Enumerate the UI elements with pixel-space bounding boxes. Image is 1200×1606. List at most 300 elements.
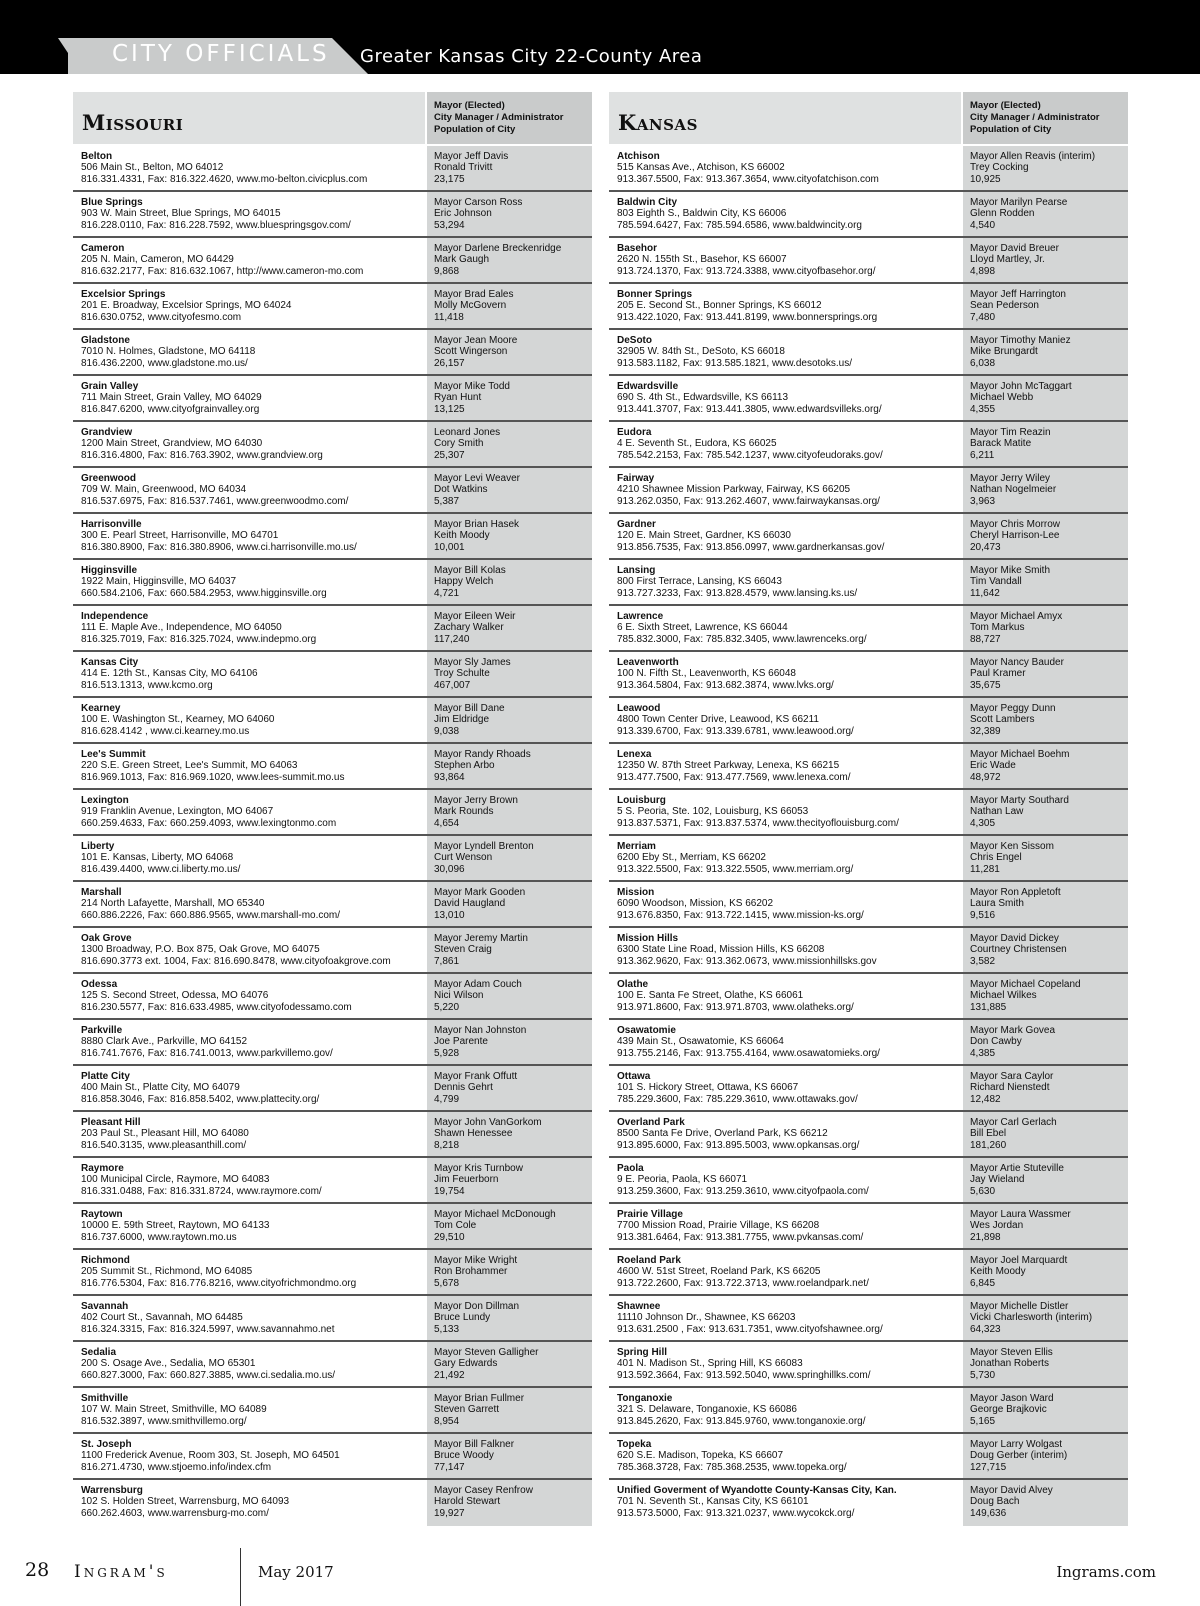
manager-name: Eric Wade (970, 760, 1016, 772)
city-population: 12,482 (970, 1093, 1001, 1105)
manager-name: Jonathan Roberts (970, 1358, 1049, 1370)
manager-name: Nathan Nogelmeier (970, 484, 1057, 496)
city-address: 803 Eighth S., Baldwin City, KS 66006 (617, 208, 787, 220)
city-info (73, 1158, 425, 1202)
mayor-name: Mayor Mike Todd (434, 381, 510, 392)
mayor-name: Mayor Tim Reazin (970, 427, 1051, 438)
city-name: Pleasant Hill (81, 1117, 141, 1128)
city-info (609, 652, 961, 696)
table-row (73, 698, 592, 744)
column-header: Mayor (Elected) City Manager / Administrator Population of City (961, 92, 1128, 144)
city-population: 5,133 (434, 1323, 460, 1335)
mayor-name: Mayor Michael Boehm (970, 749, 1070, 760)
mayor-name: Mayor Michael Copeland (970, 979, 1081, 990)
mayor-name: Mayor Steven Ellis (970, 1347, 1053, 1358)
table-row (609, 744, 1128, 790)
city-contact: 816.325.7019, Fax: 816.325.7024, www.indepmo.org (81, 633, 317, 645)
city-contact: 816.776.5304, Fax: 816.776.8216, www.cityofrichmondmo.org (81, 1277, 357, 1289)
city-name: DeSoto (617, 335, 652, 346)
mayor-name: Mayor Brad Eales (434, 289, 514, 300)
city-population: 9,868 (434, 265, 460, 277)
table-row (73, 1112, 592, 1158)
mayor-name: Mayor Peggy Dunn (970, 703, 1056, 714)
officials-info (961, 974, 1128, 1018)
manager-name: Barack Matite (970, 438, 1032, 450)
city-population: 23,175 (434, 173, 465, 185)
table-row (609, 560, 1128, 606)
table-row (73, 744, 592, 790)
city-address: 12350 W. 87th Street Parkway, Lenexa, KS 66215 (617, 760, 840, 772)
city-name: Oak Grove (81, 933, 132, 944)
city-contact: 785.832.3000, Fax: 785.832.3405, www.lawrenceks.org/ (617, 633, 867, 645)
city-contact: 660.886.2226, Fax: 660.886.9565, www.marshall-mo.com/ (81, 909, 341, 921)
manager-name: Nici Wilson (434, 990, 484, 1002)
city-population: 35,675 (970, 679, 1001, 691)
city-name: Lansing (617, 565, 656, 576)
city-contact: 816.228.0110, Fax: 816.228.7592, www.bluespringsgov.com/ (81, 219, 351, 231)
city-info (609, 698, 961, 742)
manager-name: Bruce Woody (434, 1450, 494, 1462)
city-info (609, 974, 961, 1018)
table-row (609, 790, 1128, 836)
city-name: Raytown (81, 1209, 123, 1220)
city-address: 100 N. Fifth St., Leavenworth, KS 66048 (617, 668, 796, 680)
city-population: 5,730 (970, 1369, 996, 1381)
city-info (609, 192, 961, 236)
city-info (73, 422, 425, 466)
table-row (609, 836, 1128, 882)
table-row (609, 1112, 1128, 1158)
mayor-name: Mayor Michael Amyx (970, 611, 1063, 622)
mayor-name: Mayor Casey Renfrow (434, 1485, 533, 1496)
city-address: 205 Summit St., Richmond, MO 64085 (81, 1266, 253, 1278)
city-contact: 913.381.6464, Fax: 913.381.7755, www.pvkansas.com/ (617, 1231, 864, 1243)
city-contact: 816.532.3897, www.smithvillemo.org/ (81, 1415, 247, 1427)
table-row (73, 836, 592, 882)
city-address: 200 S. Osage Ave., Sedalia, MO 65301 (81, 1358, 256, 1370)
kansas-table (609, 92, 1128, 1526)
city-address: 32905 W. 84th St., DeSoto, KS 66018 (617, 346, 785, 358)
table-header (609, 92, 1128, 146)
manager-name: Bill Ebel (970, 1128, 1007, 1140)
city-address: 709 W. Main, Greenwood, MO 64034 (81, 484, 247, 496)
city-contact: 913.727.3233, Fax: 913.828.4579, www.lansing.ks.us/ (617, 587, 858, 599)
city-population: 19,927 (434, 1507, 465, 1519)
city-address: 205 N. Main, Cameron, MO 64429 (81, 254, 234, 266)
city-name: Eudora (617, 427, 652, 438)
officials-info (961, 836, 1128, 880)
mayor-name: Mayor John VanGorkom (434, 1117, 542, 1128)
city-address: 414 E. 12th St., Kansas City, MO 64106 (81, 668, 258, 680)
city-info (609, 284, 961, 328)
city-name: Smithville (81, 1393, 129, 1404)
city-contact: 816.436.2200, www.gladstone.mo.us/ (81, 357, 248, 369)
city-info (609, 1250, 961, 1294)
mayor-name: Mayor David Alvey (970, 1485, 1053, 1496)
city-name: Odessa (81, 979, 118, 990)
officials-info (961, 790, 1128, 834)
city-contact: 913.364.5804, Fax: 913.682.3874, www.lvks.org/ (617, 679, 834, 691)
city-name: Lenexa (617, 749, 652, 760)
officials-info (425, 744, 592, 788)
city-name: Spring Hill (617, 1347, 667, 1358)
city-contact: 816.537.6975, Fax: 816.537.7461, www.greenwoodmo.com/ (81, 495, 349, 507)
city-name: Tonganoxie (617, 1393, 673, 1404)
city-name: Basehor (617, 243, 658, 254)
mayor-name: Mayor Marty Southard (970, 795, 1069, 806)
city-name: Belton (81, 151, 113, 162)
missouri-rows (73, 146, 592, 1526)
city-population: 30,096 (434, 863, 465, 875)
table-header (73, 92, 592, 146)
officials-info (425, 1066, 592, 1110)
city-name: Kansas City (81, 657, 139, 668)
city-contact: 913.592.3664, Fax: 913.592.5040, www.springhillks.com/ (617, 1369, 871, 1381)
manager-name: Laura Smith (970, 898, 1024, 910)
city-info (609, 560, 961, 604)
city-address: 2620 N. 155th St., Basehor, KS 66007 (617, 254, 787, 266)
manager-name: Joe Parente (434, 1036, 488, 1048)
manager-name: Richard Nienstedt (970, 1082, 1050, 1094)
officials-info (425, 422, 592, 466)
table-row (609, 284, 1128, 330)
officials-info (961, 606, 1128, 650)
mayor-name: Mayor Bill Kolas (434, 565, 506, 576)
mayor-name: Mayor Mark Govea (970, 1025, 1056, 1036)
manager-name: Scott Wingerson (434, 346, 508, 358)
city-address: 1922 Main, Higginsville, MO 64037 (81, 576, 237, 588)
city-population: 29,510 (434, 1231, 465, 1243)
state-title: Kansas (609, 92, 961, 144)
city-population: 6,845 (970, 1277, 996, 1289)
city-name: Overland Park (617, 1117, 685, 1128)
city-contact: 816.858.3046, Fax: 816.858.5402, www.plattecity.org/ (81, 1093, 320, 1105)
city-contact: 816.380.8900, Fax: 816.380.8906, www.ci.harrisonville.mo.us/ (81, 541, 357, 553)
table-row (609, 1204, 1128, 1250)
city-name: Gladstone (81, 335, 130, 346)
city-population: 6,211 (970, 449, 995, 461)
city-info (609, 836, 961, 880)
column-header: Mayor (Elected) City Manager / Administrator Population of City (425, 92, 592, 144)
city-info (73, 1112, 425, 1156)
city-name: Greenwood (81, 473, 137, 484)
table-row (73, 1296, 592, 1342)
city-address: 919 Franklin Avenue, Lexington, MO 64067 (81, 806, 274, 818)
officials-info (961, 1342, 1128, 1386)
manager-name: Curt Wenson (434, 852, 493, 864)
city-address: 800 First Terrace, Lansing, KS 66043 (617, 576, 782, 588)
city-population: 20,473 (970, 541, 1001, 553)
city-info (73, 1020, 425, 1064)
officials-info (425, 330, 592, 374)
city-address: 7010 N. Holmes, Gladstone, MO 64118 (81, 346, 256, 358)
city-population: 5,165 (970, 1415, 996, 1427)
manager-name: Bruce Lundy (434, 1312, 491, 1324)
table-row (73, 606, 592, 652)
city-address: 6200 Eby St., Merriam, KS 66202 (617, 852, 766, 864)
officials-info (961, 1388, 1128, 1432)
manager-name: Michael Wilkes (970, 990, 1037, 1002)
mayor-name: Mayor Carl Gerlach (970, 1117, 1057, 1128)
table-row (609, 698, 1128, 744)
city-info (73, 238, 425, 282)
city-population: 8,954 (434, 1415, 460, 1427)
city-name: Excelsior Springs (81, 289, 166, 300)
city-name: Higginsville (81, 565, 138, 576)
table-row (609, 1158, 1128, 1204)
city-contact: 913.631.2500 , Fax: 913.631.7351, www.cityofshawnee.org/ (617, 1323, 883, 1335)
city-population: 11,642 (970, 587, 1000, 599)
mayor-name: Mayor Jason Ward (970, 1393, 1054, 1404)
table-row (73, 284, 592, 330)
mayor-name: Mayor Larry Wolgast (970, 1439, 1063, 1450)
city-address: 120 E. Main Street, Gardner, KS 66030 (617, 530, 791, 542)
city-info (609, 146, 961, 190)
mayor-name: Mayor Laura Wassmer (970, 1209, 1071, 1220)
city-population: 25,307 (434, 449, 465, 461)
city-name: Shawnee (617, 1301, 661, 1312)
table-row (73, 1020, 592, 1066)
manager-name: Zachary Walker (434, 622, 504, 634)
officials-info (425, 284, 592, 328)
city-address: 4 E. Seventh St., Eudora, KS 66025 (617, 438, 777, 450)
table-row (73, 882, 592, 928)
city-name: Sedalia (81, 1347, 117, 1358)
city-name: Harrisonville (81, 519, 142, 530)
officials-info (425, 928, 592, 972)
officials-info (961, 376, 1128, 420)
city-info (609, 744, 961, 788)
table-row (609, 422, 1128, 468)
city-name: Savannah (81, 1301, 129, 1312)
mayor-name: Mayor Allen Reavis (interim) (970, 151, 1096, 162)
city-address: 515 Kansas Ave., Atchison, KS 66002 (617, 162, 785, 174)
manager-name: Keith Moody (434, 530, 490, 542)
page-subtitle: Greater Kansas City 22-County Area (360, 46, 703, 67)
mayor-name: Mayor Mike Wright (434, 1255, 518, 1266)
city-info (73, 468, 425, 512)
page-number: 28 (25, 1559, 50, 1581)
officials-info (961, 284, 1128, 328)
table-row (609, 330, 1128, 376)
city-address: 400 Main St., Platte City, MO 64079 (81, 1082, 240, 1094)
city-contact: 913.845.2620, Fax: 913.845.9760, www.tonganoxie.org/ (617, 1415, 866, 1427)
officials-info (425, 606, 592, 650)
table-row (609, 652, 1128, 698)
city-contact: 913.441.3707, Fax: 913.441.3805, www.edwardsvilleks.org/ (617, 403, 882, 415)
city-address: 6 E. Sixth Street, Lawrence, KS 66044 (617, 622, 788, 634)
manager-name: Chris Engel (970, 852, 1022, 864)
city-contact: 816.331.0488, Fax: 816.331.8724, www.raymore.com/ (81, 1185, 322, 1197)
city-contact: 785.542.2153, Fax: 785.542.1237, www.cityofeudoraks.gov/ (617, 449, 883, 461)
city-contact: 816.630.0752, www.cityofesmo.com (81, 311, 242, 323)
mayor-name: Mayor Don Dillman (434, 1301, 520, 1312)
city-contact: 913.259.3600, Fax: 913.259.3610, www.cityofpaola.com/ (617, 1185, 869, 1197)
manager-name: Scott Lambers (970, 714, 1035, 726)
manager-name: Michael Webb (970, 392, 1034, 404)
manager-name: Steven Craig (434, 944, 492, 956)
mayor-name: Mayor David Breuer (970, 243, 1059, 254)
city-address: 101 E. Kansas, Liberty, MO 64068 (81, 852, 234, 864)
city-population: 467,007 (434, 679, 471, 691)
officials-info (425, 192, 592, 236)
manager-name: Stephen Arbo (434, 760, 495, 772)
city-population: 88,727 (970, 633, 1001, 645)
city-info (73, 560, 425, 604)
manager-name: Ryan Hunt (434, 392, 482, 404)
city-contact: 816.628.4142 , www.ci.kearney.mo.us (81, 725, 250, 737)
table-row (609, 1342, 1128, 1388)
city-name: Leawood (617, 703, 661, 714)
manager-name: Sean Pederson (970, 300, 1039, 312)
city-info (73, 376, 425, 420)
city-population: 4,385 (970, 1047, 996, 1059)
city-address: 690 S. 4th St., Edwardsville, KS 66113 (617, 392, 789, 404)
city-population: 53,294 (434, 219, 465, 231)
city-population: 21,898 (970, 1231, 1001, 1243)
city-contact: 660.262.4603, www.warrensburg-mo.com/ (81, 1507, 269, 1519)
manager-name: Jim Feuerborn (434, 1174, 499, 1186)
mayor-name: Mayor Mark Gooden (434, 887, 526, 898)
table-row (73, 468, 592, 514)
city-info (609, 1020, 961, 1064)
city-contact: 816.439.4400, www.ci.liberty.mo.us/ (81, 863, 241, 875)
table-row (73, 376, 592, 422)
city-population: 131,885 (970, 1001, 1007, 1013)
city-contact: 913.422.1020, Fax: 913.441.8199, www.bonnersprings.org (617, 311, 878, 323)
city-info (73, 928, 425, 972)
city-info (73, 1434, 425, 1478)
city-address: 5 S. Peoria, Ste. 102, Louisburg, KS 66053 (617, 806, 809, 818)
city-population: 11,418 (434, 311, 464, 323)
table-row (609, 974, 1128, 1020)
city-name: Louisburg (617, 795, 666, 806)
city-population: 77,147 (434, 1461, 465, 1473)
manager-name: Tom Cole (434, 1220, 477, 1232)
officials-info (425, 1250, 592, 1294)
city-address: 205 E. Second St., Bonner Springs, KS 66012 (617, 300, 822, 312)
city-contact: 913.724.1370, Fax: 913.724.3388, www.cityofbasehor.org/ (617, 265, 876, 277)
city-population: 11,281 (970, 863, 1000, 875)
city-info (73, 1342, 425, 1386)
mayor-name: Mayor Bill Falkner (434, 1439, 515, 1450)
table-row (73, 560, 592, 606)
manager-name: Cory Smith (434, 438, 484, 450)
city-name: Grandview (81, 427, 133, 438)
city-population: 149,636 (970, 1507, 1007, 1519)
city-population: 9,516 (970, 909, 996, 921)
city-contact: 913.322.5500, Fax: 913.322.5505, www.merriam.org/ (617, 863, 854, 875)
city-info (73, 836, 425, 880)
table-row (609, 514, 1128, 560)
mayor-name: Mayor Jeff Harrington (970, 289, 1066, 300)
city-name: Marshall (81, 887, 122, 898)
city-name: Paola (617, 1163, 644, 1174)
officials-info (425, 468, 592, 512)
manager-name: Trey Cocking (970, 162, 1029, 174)
city-population: 4,355 (970, 403, 996, 415)
city-contact: 913.755.2146, Fax: 913.755.4164, www.osawatomieks.org/ (617, 1047, 880, 1059)
manager-name: Doug Bach (970, 1496, 1020, 1508)
city-contact: 913.722.2600, Fax: 913.722.3713, www.roelandpark.net/ (617, 1277, 869, 1289)
city-info (73, 652, 425, 696)
city-contact: 913.971.8600, Fax: 913.971.8703, www.olatheks.org/ (617, 1001, 854, 1013)
manager-name: Courtney Christensen (970, 944, 1067, 956)
city-population: 8,218 (434, 1139, 460, 1151)
city-population: 5,220 (434, 1001, 460, 1013)
table-row (73, 514, 592, 560)
mayor-name: Mayor Randy Rhoads (434, 749, 531, 760)
city-address: 11110 Johnson Dr., Shawnee, KS 66203 (617, 1312, 796, 1324)
manager-name: Mark Gaugh (434, 254, 490, 266)
city-contact: 816.969.1013, Fax: 816.969.1020, www.lees-summit.mo.us (81, 771, 345, 783)
city-address: 10000 E. 59th Street, Raytown, MO 64133 (81, 1220, 270, 1232)
table-row (73, 928, 592, 974)
city-population: 4,654 (434, 817, 460, 829)
table-row (73, 790, 592, 836)
table-row (609, 606, 1128, 652)
officials-info (425, 1204, 592, 1248)
city-address: 6300 State Line Road, Mission Hills, KS 66208 (617, 944, 825, 956)
city-population: 5,387 (434, 495, 460, 507)
mayor-name: Mayor Ken Sissom (970, 841, 1054, 852)
officials-info (425, 514, 592, 558)
city-contact: 913.367.5500, Fax: 913.367.3654, www.cityofatchison.com (617, 173, 879, 185)
magazine-name: Ingram's (74, 1562, 168, 1582)
city-population: 19,754 (434, 1185, 465, 1197)
city-info (73, 790, 425, 834)
officials-info (961, 514, 1128, 558)
footer-divider (240, 1548, 241, 1606)
city-contact: 913.676.8350, Fax: 913.722.1415, www.mission-ks.org/ (617, 909, 864, 921)
table-row (609, 882, 1128, 928)
city-name: Grain Valley (81, 381, 139, 392)
city-info (73, 1480, 425, 1526)
table-row (73, 1480, 592, 1526)
table-row (73, 1158, 592, 1204)
city-name: Warrensburg (81, 1485, 143, 1496)
officials-info (425, 790, 592, 834)
city-population: 10,925 (970, 173, 1001, 185)
officials-info (425, 1158, 592, 1202)
manager-name: Steven Garrett (434, 1404, 500, 1416)
mayor-name: Mayor Sly James (434, 657, 511, 668)
city-contact: 660.259.4633, Fax: 660.259.4093, www.lexingtonmo.com (81, 817, 337, 829)
table-row (609, 1434, 1128, 1480)
officials-info (425, 652, 592, 696)
manager-name: Vicki Charlesworth (interim) (970, 1312, 1093, 1324)
table-row (609, 1066, 1128, 1112)
city-info (73, 744, 425, 788)
manager-name: Jay Wieland (970, 1174, 1025, 1186)
city-name: Fairway (617, 473, 655, 484)
city-info (73, 146, 425, 190)
city-name: Ottawa (617, 1071, 651, 1082)
officials-info (961, 1480, 1128, 1526)
manager-name: Glenn Rodden (970, 208, 1035, 220)
officials-info (961, 1434, 1128, 1478)
table-row (73, 422, 592, 468)
mayor-name: Mayor Levi Weaver (434, 473, 520, 484)
city-address: 401 N. Madison St., Spring Hill, KS 66083 (617, 1358, 803, 1370)
city-population: 5,630 (970, 1185, 996, 1197)
table-row (609, 1020, 1128, 1066)
officials-info (425, 836, 592, 880)
city-info (73, 1296, 425, 1340)
city-address: 903 W. Main Street, Blue Springs, MO 64015 (81, 208, 281, 220)
city-contact: 816.271.4730, www.stjoemo.info/index.cfm (81, 1461, 272, 1473)
manager-name: Mike Brungardt (970, 346, 1038, 358)
